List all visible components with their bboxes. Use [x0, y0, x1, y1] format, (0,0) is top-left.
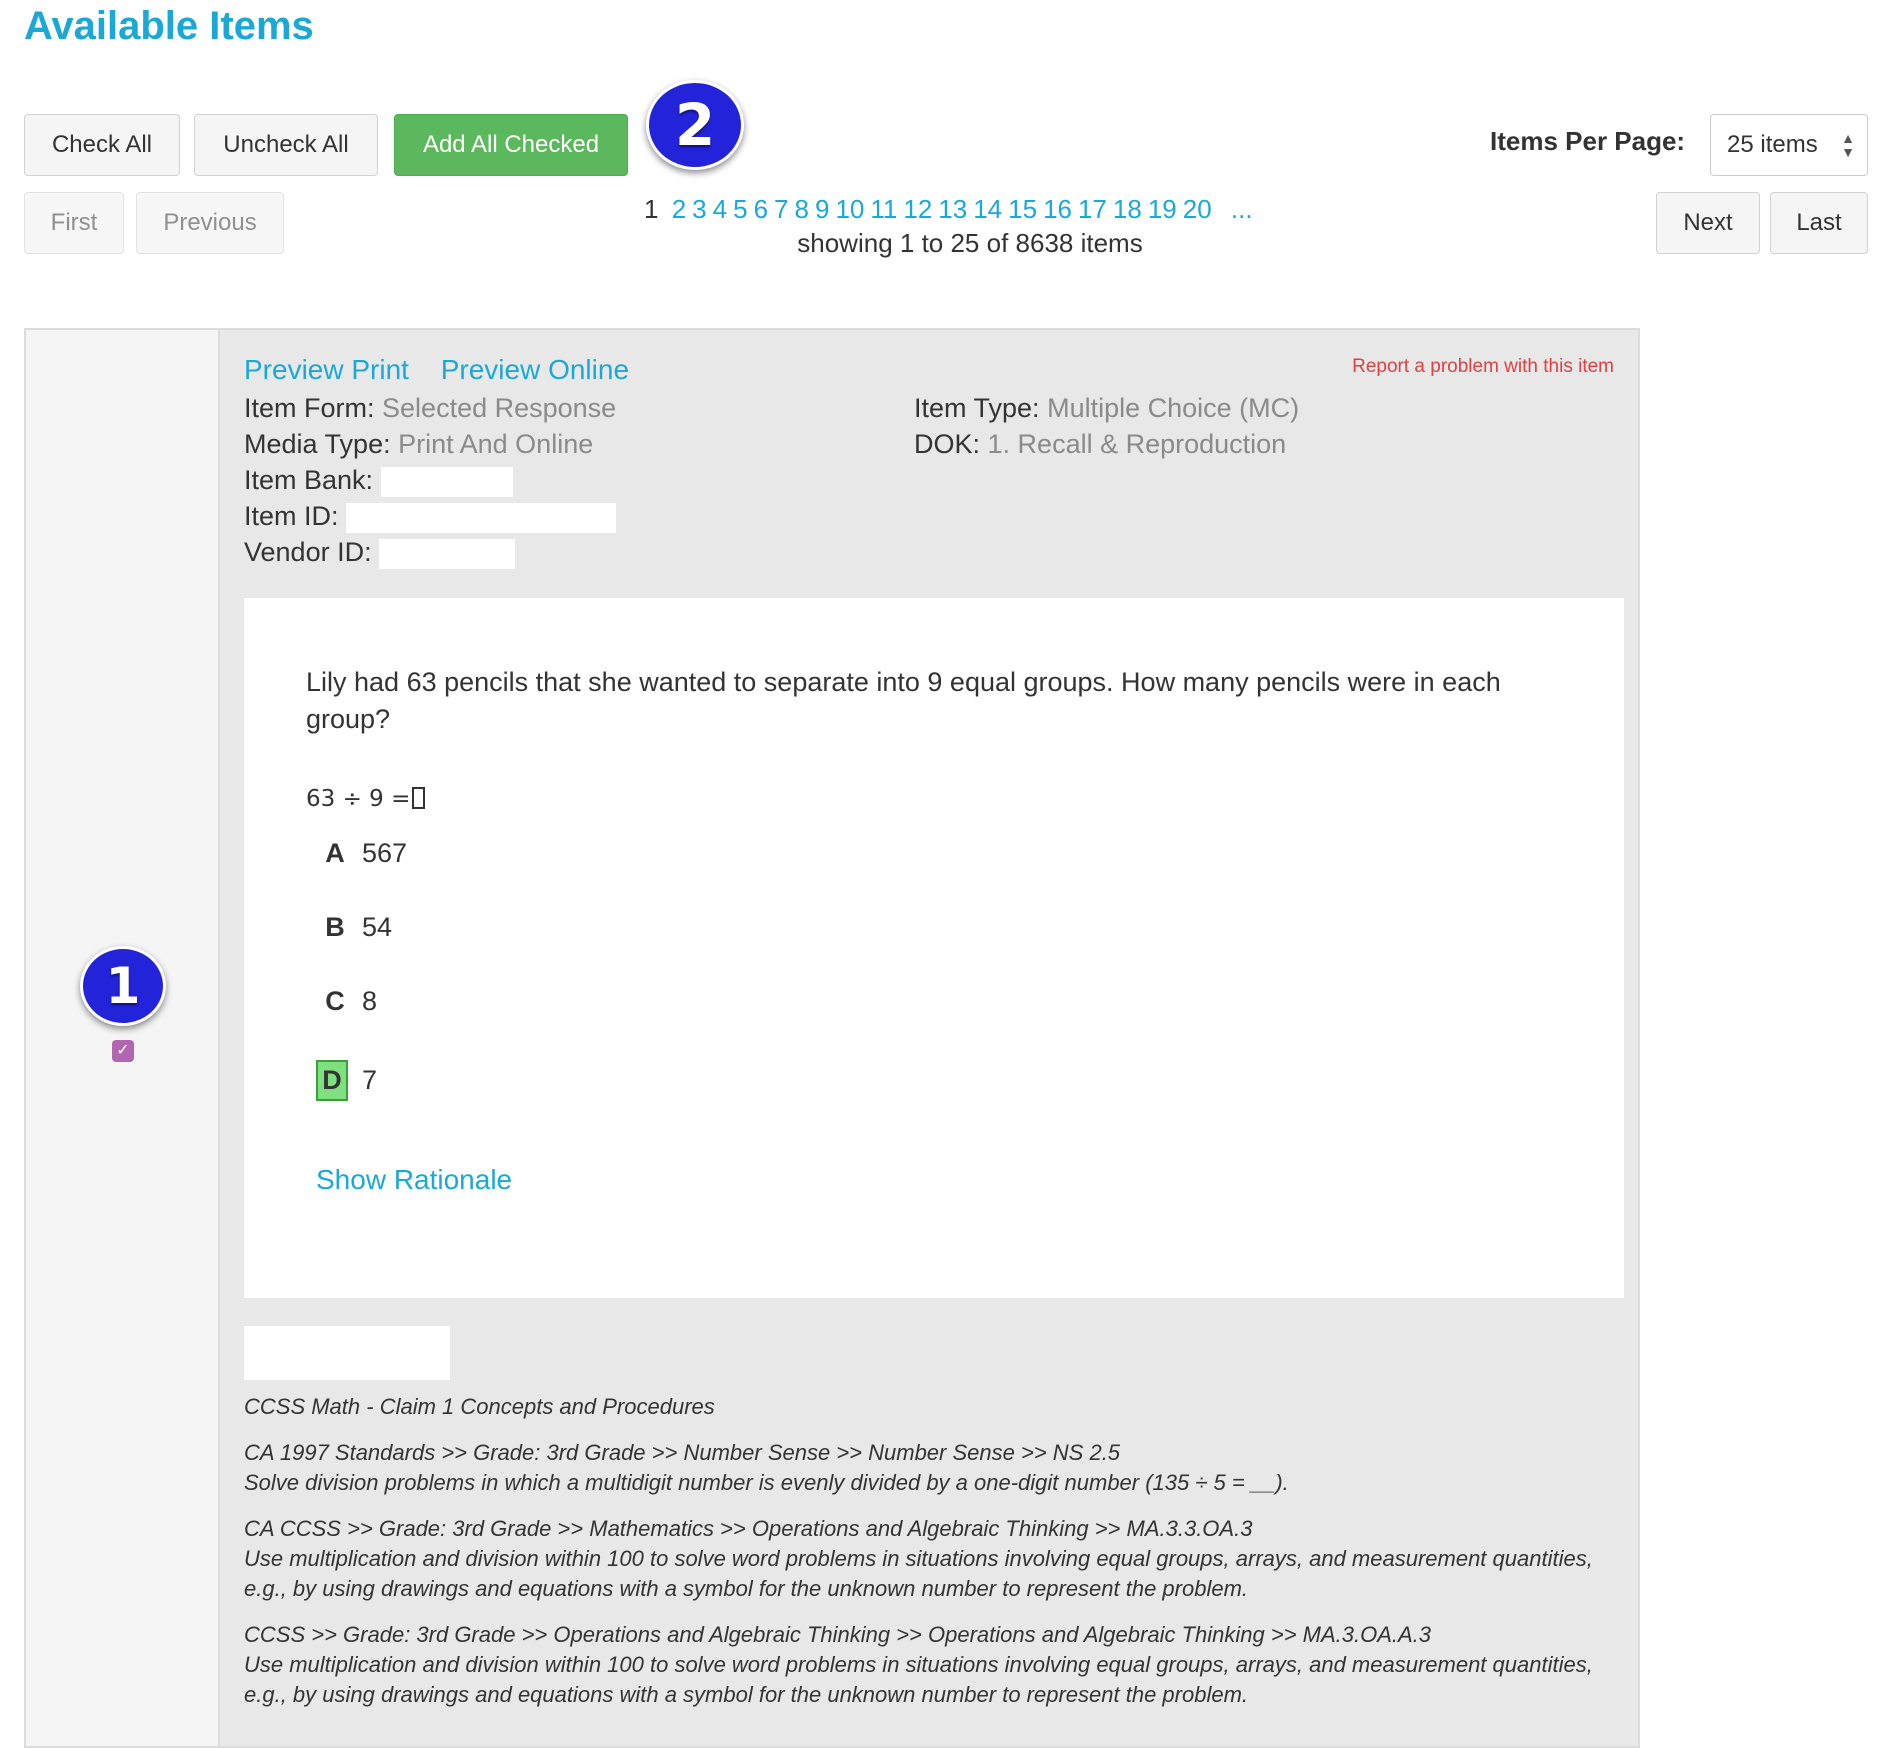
preview-print-link[interactable]: Preview Print — [244, 354, 409, 385]
media-type-label: Media Type: — [244, 429, 391, 459]
item-type-row — [914, 390, 1299, 426]
redacted-item-bank — [381, 467, 513, 497]
item-form-value: Selected Response — [382, 393, 617, 423]
showing-count: showing 1 to 25 of 8638 items — [797, 228, 1143, 258]
option-text: 8 — [362, 986, 378, 1016]
page-link[interactable]: 16 — [1043, 194, 1072, 224]
pagination — [644, 192, 1259, 226]
item-card — [24, 328, 1640, 1748]
standard-desc: Solve division problems in which a multidigit number is evenly divided by a one-digit number (135 ÷ 5 = __). — [244, 1470, 1289, 1495]
item-form-row — [244, 390, 616, 426]
redacted-vendor-id — [379, 539, 515, 569]
redacted-item-id — [346, 503, 616, 533]
item-meta-left — [244, 390, 616, 570]
previous-page-button[interactable]: Previous — [136, 192, 284, 254]
page-link[interactable]: 19 — [1147, 194, 1177, 224]
page-ellipsis[interactable]: ... — [1230, 194, 1253, 224]
option-letter: B — [325, 912, 345, 942]
page-current: 1 — [644, 194, 659, 224]
vendor-id-label: Vendor ID: — [244, 537, 372, 567]
option-text: 54 — [362, 912, 393, 942]
standards-list — [244, 1326, 1624, 1726]
standard-3 — [244, 1620, 1624, 1710]
item-content — [244, 598, 1624, 1298]
page-link[interactable]: 15 — [1008, 194, 1038, 224]
step-badge-2: 2 — [646, 80, 744, 170]
preview-links — [244, 354, 629, 386]
page-link[interactable]: 6 — [753, 194, 769, 224]
standard-path: CA CCSS >> Grade: 3rd Grade >> Mathematics >> Operations and Algebraic Thinking >> MA.3.3.OA.3 — [244, 1516, 1253, 1541]
option-text: 7 — [362, 1065, 378, 1095]
equation — [306, 786, 425, 812]
item-bank-label: Item Bank: — [244, 465, 374, 495]
page-link[interactable]: 17 — [1077, 194, 1107, 224]
add-all-checked-button[interactable]: Add All Checked — [394, 114, 628, 176]
page-link[interactable]: 9 — [814, 194, 830, 224]
item-form-label: Item Form: — [244, 393, 375, 423]
item-select-column — [26, 330, 220, 1746]
page-link[interactable]: 7 — [774, 194, 789, 224]
item-type-value: Multiple Choice (MC) — [1047, 393, 1300, 423]
page-link[interactable]: 13 — [938, 194, 968, 224]
dok-row — [914, 426, 1299, 462]
option-letter: A — [325, 838, 345, 868]
uncheck-all-button[interactable]: Uncheck All — [194, 114, 378, 176]
option-a — [322, 838, 407, 869]
equation-text: 63 ÷ 9 = — [306, 786, 411, 812]
dok-value: 1. Recall & Reproduction — [987, 429, 1287, 459]
page-link[interactable]: 4 — [712, 194, 728, 224]
page-title: Available Items — [24, 4, 314, 48]
items-per-page-label: Items Per Page: — [1490, 126, 1686, 156]
standard-1 — [244, 1438, 1624, 1498]
option-b — [322, 912, 392, 943]
preview-online-link[interactable]: Preview Online — [440, 354, 630, 385]
option-c — [322, 986, 377, 1017]
last-page-button[interactable]: Last — [1770, 192, 1868, 254]
page-link[interactable]: 18 — [1112, 194, 1142, 224]
standard-desc: Use multiplication and division within 100 to solve word problems in situations involving equal groups, arrays, and measurement quantities, e.g., by using drawings and equations with a symbol for the unknown number to represent the problem. — [244, 1652, 1593, 1707]
page-link[interactable]: 3 — [692, 194, 707, 224]
option-d-correct — [322, 1060, 377, 1101]
item-id-label: Item ID: — [244, 501, 339, 531]
standard-path: CCSS >> Grade: 3rd Grade >> Operations and Algebraic Thinking >> Operations and Algebraic Thinking >> MA.3.OA.A.3 — [244, 1622, 1432, 1647]
item-id-row — [244, 498, 616, 534]
page-link[interactable]: 10 — [835, 194, 865, 224]
page-link[interactable]: 11 — [870, 194, 898, 224]
redacted-block — [244, 1326, 450, 1380]
item-meta-right — [914, 390, 1299, 462]
page-link[interactable]: 5 — [733, 194, 748, 224]
option-letter: C — [325, 986, 345, 1016]
media-type-value: Print And Online — [398, 429, 594, 459]
select-arrows-icon: ▲ ▼ — [1841, 130, 1855, 160]
page-link[interactable]: 12 — [903, 194, 933, 224]
question-text: Lily had 63 pencils that she wanted to separate into 9 equal groups. How many pencils were in each group? — [306, 667, 1501, 734]
show-rationale-link[interactable]: Show Rationale — [316, 1164, 513, 1195]
report-problem-link[interactable]: Report a problem with this item — [1352, 356, 1614, 377]
dok-label: DOK: — [914, 429, 981, 459]
item-bank-row — [244, 462, 616, 498]
standard-path: CA 1997 Standards >> Grade: 3rd Grade >> Number Sense >> Number Sense >> NS 2.5 — [244, 1440, 1121, 1465]
items-per-page-select[interactable] — [1710, 114, 1868, 176]
page-link[interactable]: 20 — [1182, 194, 1212, 224]
next-page-button[interactable]: Next — [1656, 192, 1760, 254]
option-text: 567 — [362, 838, 408, 868]
standard-2 — [244, 1514, 1624, 1604]
standard-claim: CCSS Math - Claim 1 Concepts and Procedures — [244, 1394, 715, 1419]
standard-desc: Use multiplication and division within 100 to solve word problems in situations involving equal groups, arrays, and measurement quantities, e.g., by using drawings and equations with a symbol for the unknown number to represent the problem. — [244, 1546, 1593, 1601]
correct-answer-marker: D — [316, 1060, 348, 1101]
items-per-page-value: 25 items — [1727, 131, 1818, 158]
check-all-button[interactable]: Check All — [24, 114, 180, 176]
page-link[interactable]: 2 — [671, 194, 687, 224]
page-link[interactable]: 8 — [794, 194, 809, 224]
item-type-label: Item Type: — [914, 393, 1040, 423]
item-checkbox[interactable]: ✓ — [112, 1040, 134, 1062]
unknown-box-icon — [412, 787, 425, 809]
first-page-button[interactable]: First — [24, 192, 124, 254]
step-badge-1: 1 — [80, 946, 166, 1026]
media-type-row — [244, 426, 616, 462]
page-link[interactable]: 14 — [973, 194, 1003, 224]
vendor-id-row — [244, 534, 616, 570]
